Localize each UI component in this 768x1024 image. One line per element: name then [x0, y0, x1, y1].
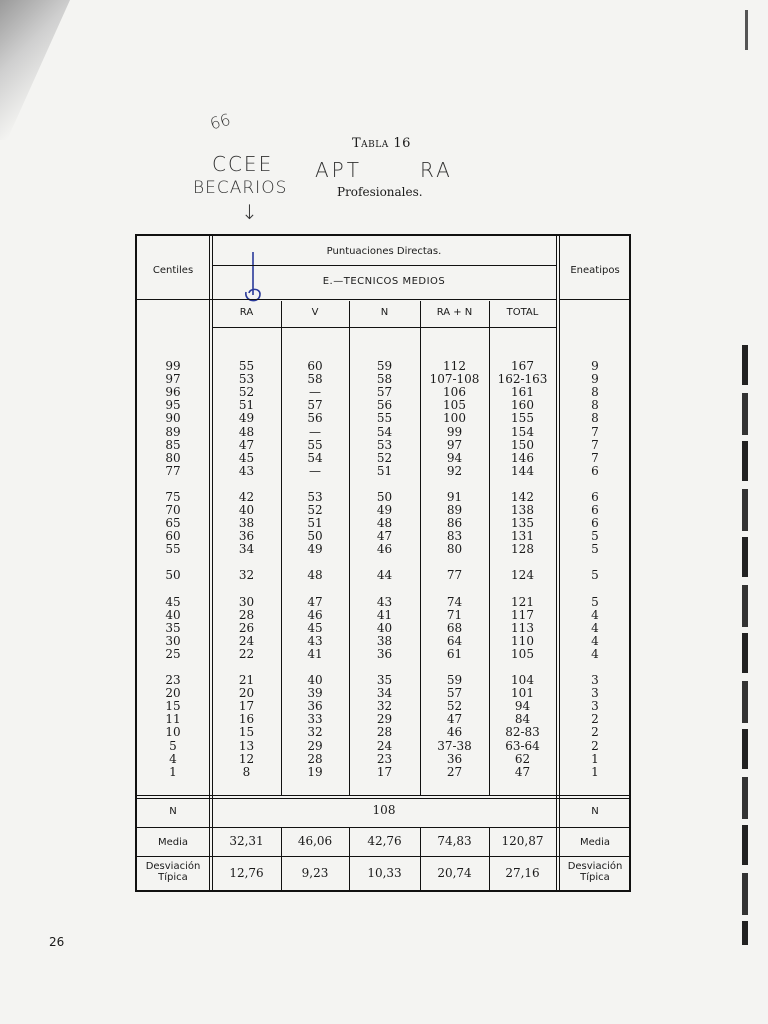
table-cell-ran: 71 [446, 608, 463, 623]
table-cell-centiles: 97 [165, 372, 181, 387]
table-cell-total: 101 [511, 686, 534, 701]
table-cell-centiles: 70 [165, 503, 181, 518]
table-cell-ran: 99 [446, 424, 463, 439]
table-cell-v: 48 [307, 568, 323, 582]
table-cell-n: 24 [376, 738, 393, 753]
table-cell-ran: 57 [446, 686, 463, 701]
table-cell-v: 46 [307, 608, 323, 623]
table-cell-n: 35 [376, 673, 393, 687]
table-cell-ra: 17 [238, 699, 255, 714]
column-header-ra-n: RA + N [436, 307, 473, 318]
table-cell-n: 56 [376, 398, 393, 413]
table-cell-ene: 6 [591, 516, 599, 531]
table-cell-total: 142 [511, 490, 534, 504]
table-cell-ra: 12 [238, 751, 255, 766]
media-total: 120,87 [501, 834, 544, 848]
table-cell-ene: 1 [591, 751, 599, 766]
table-cell-n: 57 [376, 385, 393, 400]
table-cell-v: 19 [307, 764, 323, 779]
table-cell-ran: 83 [446, 529, 463, 544]
table-cell-v: 55 [307, 437, 323, 452]
table-cell-n: 43 [376, 595, 393, 609]
table-cell-total: 110 [511, 634, 534, 649]
table-cell-total: 161 [511, 385, 534, 400]
column-header-total: TOTAL [506, 307, 539, 318]
table-cell-centiles: 35 [165, 621, 181, 636]
table-cell-centiles: 80 [165, 450, 181, 465]
media-ra-n: 74,83 [437, 834, 472, 848]
table-cell-centiles: 90 [165, 411, 181, 426]
table-cell-ene: 8 [591, 411, 599, 426]
table-cell-centiles: 23 [165, 673, 181, 687]
table-cell-total: 144 [511, 463, 534, 478]
desviacion-label-right-line1: Desviación [567, 861, 623, 872]
table-cell-ran: 100 [443, 411, 466, 426]
table-cell-centiles: 65 [165, 516, 181, 531]
table-cell-n: 23 [376, 751, 393, 766]
table-cell-centiles: 20 [165, 686, 181, 701]
table-cell-v: 39 [307, 686, 323, 701]
table-cell-ra: 20 [238, 686, 255, 701]
table-cell-ran: 92 [446, 463, 463, 478]
table-cell-n: 58 [376, 372, 393, 387]
table-cell-total: 154 [511, 424, 534, 439]
table-cell-n: 40 [376, 621, 393, 636]
table-cell-total: 128 [511, 542, 534, 557]
table-cell-ra: 55 [238, 359, 255, 373]
column-header-ra: RA [239, 307, 254, 318]
desv-v: 9,23 [301, 866, 329, 880]
table-cell-v: 60 [307, 359, 323, 373]
table-cell-centiles: 99 [165, 359, 181, 373]
table-cell-ra: 30 [238, 595, 255, 609]
table-cell-v: 49 [307, 542, 323, 557]
table-cell-n: 52 [376, 450, 393, 465]
table-cell-total: 94 [514, 699, 531, 714]
table-cell-ra: 21 [238, 673, 255, 687]
media-label: Media [157, 837, 189, 848]
table-cell-ra: 51 [238, 398, 255, 413]
table-cell-ene: 9 [591, 372, 599, 387]
table-cell-n: 59 [376, 359, 393, 373]
table-cell-n: 53 [376, 437, 393, 452]
desv-ra-n: 20,74 [437, 866, 472, 880]
desviacion-label-right-line2: Típica [580, 872, 610, 883]
table-cell-centiles: 50 [165, 568, 181, 582]
desviacion-label-right [559, 861, 631, 883]
table-cell-centiles: 85 [165, 437, 181, 452]
table-cell-ra: 13 [238, 738, 255, 753]
table-cell-v: 56 [307, 411, 323, 426]
table-cell-v: 43 [307, 634, 323, 649]
table-cell-n: 28 [376, 725, 393, 740]
table-cell-ra: 16 [238, 712, 255, 727]
table-cell-v: — [309, 385, 321, 400]
table-cell-ene: 5 [591, 542, 599, 557]
table-cell-centiles: 77 [165, 463, 181, 478]
table-cell-total: 105 [511, 647, 534, 662]
table-cell-v: 33 [307, 712, 323, 727]
table-cell-centiles: 40 [165, 608, 181, 623]
table-cell-ra: 43 [238, 463, 255, 478]
table-cell-ra: 53 [238, 372, 255, 387]
table-cell-ra: 38 [238, 516, 255, 531]
table-cell-n: 34 [376, 686, 393, 701]
table-cell-centiles: 30 [165, 634, 181, 649]
table-cell-total: 63-64 [505, 738, 540, 753]
table-cell-ene: 3 [591, 699, 599, 714]
scan-edge-marks [742, 345, 748, 945]
table-cell-ran: 52 [446, 699, 463, 714]
table-cell-n: 17 [376, 764, 393, 779]
handwritten-arrow-icon: ↓ [241, 200, 258, 224]
table-cell-ene: 2 [591, 725, 599, 740]
table-title: Tabla 16 [352, 136, 411, 151]
table-cell-total: 62 [514, 751, 531, 766]
desv-total: 27,16 [505, 866, 540, 880]
table-cell-v: 52 [307, 503, 323, 518]
table-cell-centiles: 4 [169, 751, 177, 766]
table-cell-ra: 52 [238, 385, 255, 400]
table-cell-ene: 4 [591, 621, 599, 636]
table-cell-centiles: 75 [165, 490, 181, 504]
table-cell-centiles: 45 [165, 595, 181, 609]
table-cell-total: 167 [511, 359, 534, 373]
handwritten-note-66: 66 [207, 109, 233, 134]
table-cell-centiles: 25 [165, 647, 181, 662]
media-ra: 32,31 [229, 834, 264, 848]
table-cell-total: 131 [511, 529, 534, 544]
table-cell-ran: 46 [446, 725, 463, 740]
table-cell-ran: 86 [446, 516, 463, 531]
table-cell-centiles: 96 [165, 385, 181, 400]
header-eneatipos: Eneatipos [570, 265, 620, 276]
table-cell-ran: 64 [446, 634, 463, 649]
handwritten-note-apt: APT [315, 158, 362, 182]
table-cell-ra: 34 [238, 542, 255, 557]
table-cell-ene: 4 [591, 608, 599, 623]
table-cell-n: 38 [376, 634, 393, 649]
table-cell-total: 84 [514, 712, 531, 727]
table-cell-centiles: 1 [169, 764, 177, 779]
table-cell-ene: 4 [591, 647, 599, 662]
table-cell-v: 40 [307, 673, 323, 687]
page-number: 26 [49, 935, 65, 949]
table-cell-total: 113 [511, 621, 534, 636]
table-cell-total: 117 [511, 608, 534, 623]
table-cell-centiles: 11 [165, 712, 181, 727]
table-cell-total: 146 [511, 450, 534, 465]
table-cell-ene: 8 [591, 398, 599, 413]
table-cell-ene: 3 [591, 686, 599, 701]
table-cell-ran: 68 [446, 621, 463, 636]
table-cell-ene: 8 [591, 385, 599, 400]
table-cell-ra: 15 [238, 725, 255, 740]
table-cell-ran: 106 [443, 385, 466, 400]
scan-edge-mark [745, 10, 748, 50]
table-cell-ra: 49 [238, 411, 255, 426]
desv-ra: 12,76 [229, 866, 264, 880]
table-cell-v: 57 [307, 398, 323, 413]
table-cell-total: 150 [511, 437, 534, 452]
table-cell-ra: 45 [238, 450, 255, 465]
table-cell-ene: 7 [591, 450, 599, 465]
table-cell-ran: 97 [446, 437, 463, 452]
column-header-n: N [380, 307, 389, 318]
table-cell-ran: 47 [446, 712, 463, 727]
table-cell-n: 32 [376, 699, 393, 714]
table-cell-ene: 1 [591, 764, 599, 779]
table-cell-ra: 22 [238, 647, 255, 662]
table-cell-ran: 61 [446, 647, 463, 662]
table-cell-ra: 42 [238, 490, 255, 504]
header-puntuaciones: Puntuaciones Directas. [326, 246, 442, 257]
table-cell-n: 47 [376, 529, 393, 544]
table-cell-total: 162-163 [497, 372, 548, 387]
scan-shadow [0, 0, 70, 140]
table-cell-ene: 6 [591, 503, 599, 518]
table-cell-ene: 2 [591, 738, 599, 753]
table-cell-n: 49 [376, 503, 393, 518]
table-cell-ra: 40 [238, 503, 255, 518]
table-cell-ra: 48 [238, 424, 255, 439]
table-cell-ene: 6 [591, 463, 599, 478]
table-cell-ene: 5 [591, 568, 599, 582]
table-cell-ra: 24 [238, 634, 255, 649]
table-cell-ene: 5 [591, 595, 599, 609]
table-cell-centiles: 5 [169, 738, 177, 753]
table-cell-ran: 89 [446, 503, 463, 518]
table-cell-ran: 80 [446, 542, 463, 557]
table-cell-ran: 59 [446, 673, 463, 687]
table-cell-v: 29 [307, 738, 323, 753]
desviacion-label-line1: Desviación [145, 861, 201, 872]
media-v: 46,06 [297, 834, 333, 848]
handwritten-note-ccee: CCEE [212, 152, 274, 176]
table-cell-ran: 112 [443, 359, 466, 373]
table-cell-total: 124 [511, 568, 534, 582]
table-cell-v: 47 [307, 595, 323, 609]
table-cell-ra: 8 [242, 764, 251, 779]
table-cell-ra: 47 [238, 437, 255, 452]
table-cell-ene: 3 [591, 673, 599, 687]
table-cell-v: 50 [307, 529, 323, 544]
header-centiles: Centiles [152, 265, 194, 276]
table-cell-v: — [309, 424, 321, 439]
table-cell-v: 41 [307, 647, 323, 662]
table-cell-ran: 91 [446, 490, 463, 504]
table-cell-n: 46 [376, 542, 393, 557]
table-cell-total: 138 [511, 503, 534, 518]
table-cell-ene: 9 [591, 359, 599, 373]
table-cell-ene: 7 [591, 424, 599, 439]
table-cell-ene: 5 [591, 529, 599, 544]
desv-n: 10,33 [367, 866, 402, 880]
table-cell-ene: 6 [591, 490, 599, 504]
table-cell-v: 45 [307, 621, 323, 636]
desviacion-label [137, 861, 209, 883]
table-cell-ra: 28 [238, 608, 255, 623]
table-cell-ra: 26 [238, 621, 255, 636]
table-cell-ran: 37-38 [437, 738, 472, 753]
table-cell-v: 36 [307, 699, 323, 714]
table-cell-ran: 105 [443, 398, 466, 413]
table-cell-total: 135 [511, 516, 534, 531]
table-cell-total: 104 [511, 673, 534, 687]
table-cell-centiles: 10 [165, 725, 181, 740]
table-cell-v: — [309, 463, 321, 478]
media-label-right: Media [579, 837, 611, 848]
table-cell-centiles: 55 [165, 542, 181, 557]
n-label-right: N [591, 806, 599, 817]
table-cell-n: 50 [376, 490, 393, 504]
table-cell-total: 121 [511, 595, 534, 609]
table-cell-ran: 27 [446, 764, 463, 779]
table-cell-n: 41 [376, 608, 393, 623]
table-cell-ran: 36 [446, 751, 463, 766]
n-value: 108 [372, 803, 396, 817]
desviacion-label-line2: Típica [158, 872, 188, 883]
table-cell-n: 51 [376, 463, 393, 478]
handwritten-note-becarios: BECARIOS [193, 178, 288, 198]
table-cell-n: 48 [376, 516, 393, 531]
table-cell-ran: 74 [446, 595, 463, 609]
table-cell-ran: 107-108 [429, 372, 480, 387]
table-cell-v: 51 [307, 516, 323, 531]
table-cell-v: 32 [307, 725, 323, 740]
table-cell-total: 155 [511, 411, 534, 426]
n-label: N [169, 806, 177, 817]
table-cell-n: 55 [376, 411, 393, 426]
table-cell-ene: 4 [591, 634, 599, 649]
table-cell-ra: 32 [238, 568, 255, 582]
table-cell-v: 53 [307, 490, 323, 504]
table-cell-n: 29 [376, 712, 393, 727]
header-tecnicos-medios: E.—TECNICOS MEDIOS [322, 276, 446, 287]
table-cell-ran: 77 [446, 568, 463, 582]
table-cell-n: 54 [376, 424, 393, 439]
table-cell-n: 44 [376, 568, 393, 582]
table-cell-ran: 94 [446, 450, 463, 465]
table-cell-v: 28 [307, 751, 323, 766]
table-cell-total: 160 [511, 398, 534, 413]
table-cell-total: 47 [514, 764, 531, 779]
data-table [135, 234, 631, 892]
column-header-v: V [311, 307, 319, 318]
table-subtitle: Profesionales. [337, 185, 423, 199]
table-cell-centiles: 89 [165, 424, 181, 439]
table-cell-centiles: 15 [165, 699, 181, 714]
table-cell-total: 82-83 [505, 725, 540, 740]
handwritten-note-ra: RA [420, 158, 453, 182]
table-cell-ra: 36 [238, 529, 255, 544]
table-cell-centiles: 60 [165, 529, 181, 544]
table-cell-v: 58 [307, 372, 323, 387]
table-cell-ene: 2 [591, 712, 599, 727]
table-cell-v: 54 [307, 450, 323, 465]
table-cell-centiles: 95 [165, 398, 181, 413]
table-cell-ene: 7 [591, 437, 599, 452]
table-cell-n: 36 [376, 647, 393, 662]
media-n: 42,76 [367, 834, 402, 848]
